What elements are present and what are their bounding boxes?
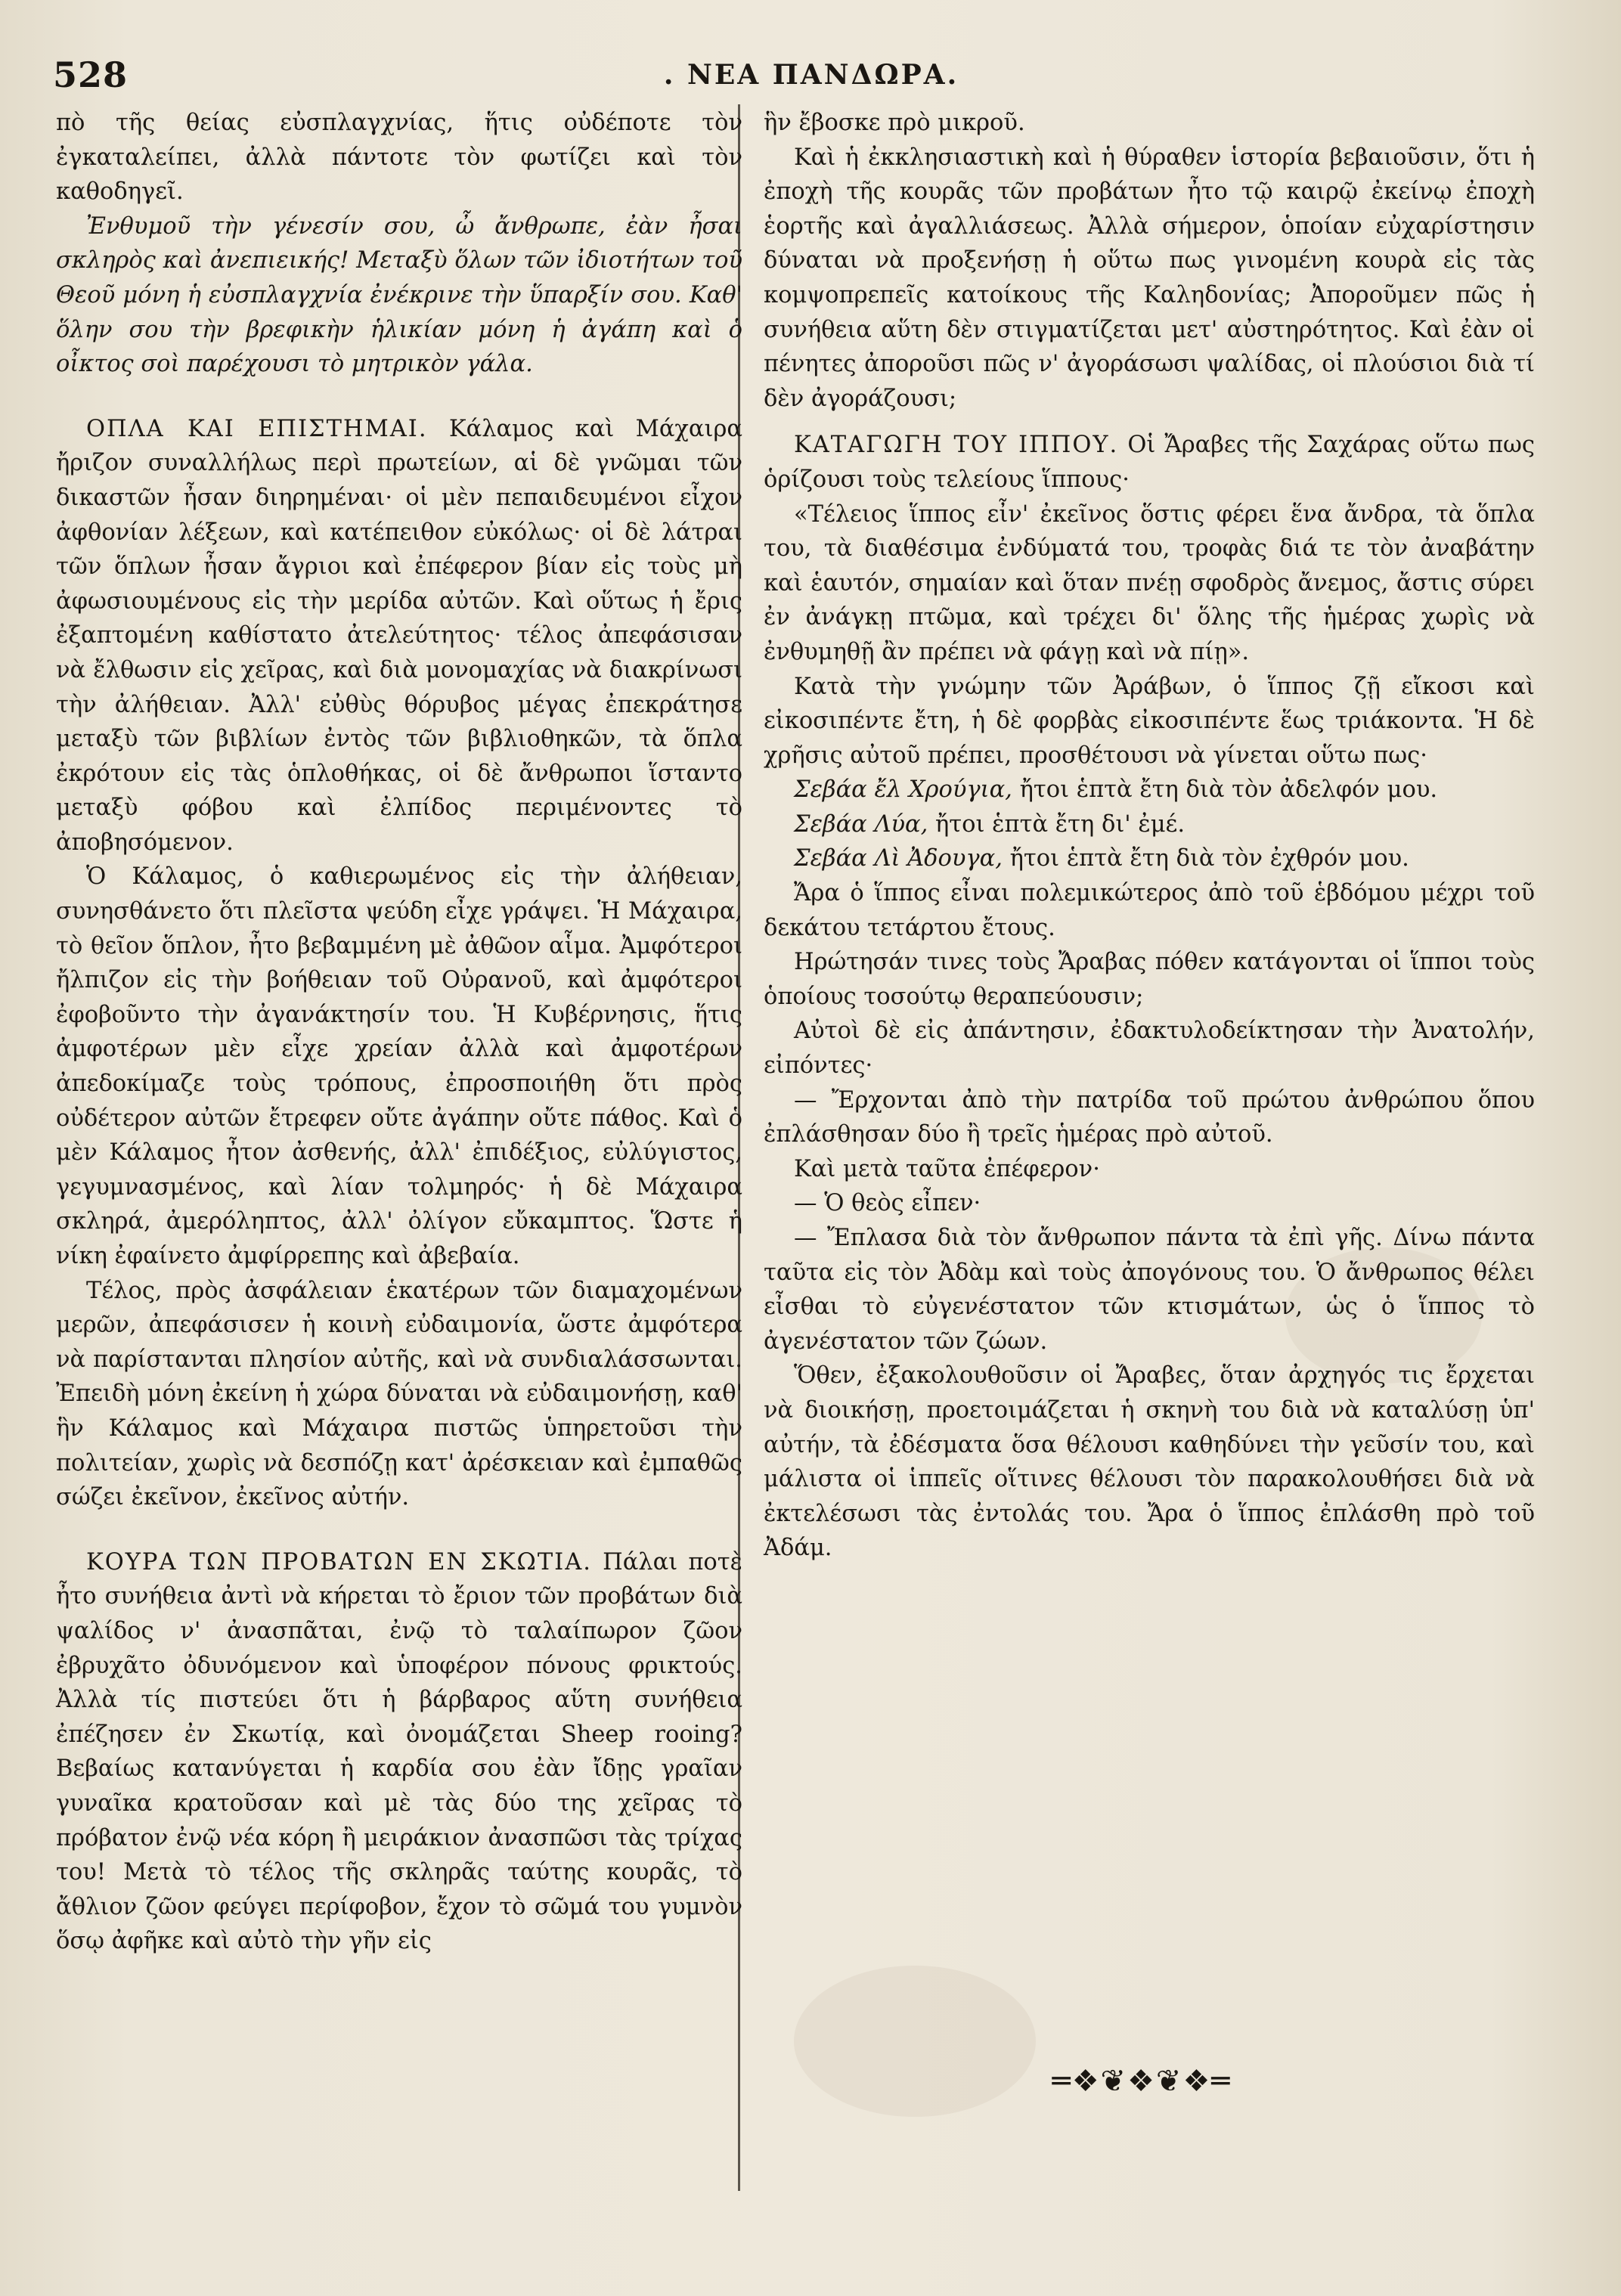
paragraph: Κάλαμος καὶ Μάχαιρα ἤριζον συναλλήλως περὶ πρωτείων, αἱ δὲ γνῶμαι τῶν δικαστῶν ἦσαν διηρημέναι· οἱ μὲν πεπαιδευμένοι εἶχον ἀφθονίαν λέξεων, καὶ κατέπειθον εὐκόλως· οἱ δὲ λάτραι τῶν ὅπλων ἦσαν ἄγριοι καὶ ἐπέφερον βίαν εἰς τοὺς μὴ ἀφωσιουμένους εἰς τὴν μερίδα αὐτῶν. Καὶ οὕτως ἡ ἔρις ἐξαπτομένη καθίστατο ἀτελεύτητος· τέλος ἀπεφάσισαν νὰ ἔλθωσιν εἰς χεῖρας, καὶ διὰ μονομαχίας νὰ διακρίνωσι τὴν ἀλήθειαν. Ἀλλ' εὐθὺς θόρυβος μέγας ἐπεκράτησε μεταξὺ τῶν βιβλίων ἐντὸς τῶν βιβλιοθηκῶν, τὰ ὅπλα ἐκρότουν εἰς τὰς ὁπλοθήκας, οἱ δὲ ἄνθρωποι ἵσταντο μεταξὺ φόβου καὶ ἐλπίδος περιμένοντες τὸ ἀποβησόμενον. — [56, 415, 742, 856]
arabic-phrase: Σεβάα Λύα, — [794, 810, 928, 838]
paragraph: Πάλαι ποτὲ ἦτο συνήθεια ἀντὶ νὰ κήρεται τὸ ἔριον τῶν προβάτων διὰ ψαλίδος ν' ἀνασπᾶται, ἐνῷ τὸ ταλαίπωρον ζῶον ἐβρυχᾶτο ὀδυνόμενον καὶ ὑποφέρον πόνους φρικτούς. Ἀλλὰ τίς πιστεύει ὅτι ἡ βάρβαρος αὕτη συνήθεια ἐπέζησεν ἐν Σκωτίᾳ, καὶ ὀνομάζεται Sheep rooing? Βεβαίως κατανύγεται ἡ καρδία σου ἐὰν ἴδῃς γραῖαν γυναῖκα κρατοῦσαν καὶ μὲ τὰς δύο της χεῖρας τὸ πρόβατον ἐνῷ νέα κόρη ἢ μειράκιον ἀνασπῶσι τὰς τρίχας του! Μετὰ τὸ τέλος τῆς σκληρᾶς ταύτης κουρᾶς, τὸ ἄθλιον ζῶον φεύγει περίφοβον, ἔχον τὸ σῶμά του γυμνὸν ὅσῳ ἀφῆκε καὶ αὐτὸ τὴν γῆν εἰς — [56, 1548, 742, 1955]
section-heading: ΚΟΥΡΑ ΤΩΝ ΠΡΟΒΑΤΩΝ ΕΝ ΣΚΩΤΙΑ. — [86, 1548, 592, 1576]
section-heading: ΚΑΤΑΓΩΓΗ ΤΟΥ ΙΠΠΟΥ. — [794, 432, 1119, 459]
paragraph: Καὶ ἡ ἐκκλησιαστικὴ καὶ ἡ θύραθεν ἱστορία βεβαιοῦσιν, ὅτι ἡ ἐποχὴ τῆς κουρᾶς τῶν προβάτων ἦτο τῷ καιρῷ ἐκείνῳ ἐποχὴ ἑορτῆς καὶ ἀγαλλιάσεως. Ἀλλὰ σήμερον, ὁποίαν εὐχαρίστησιν δύναται νὰ προξενήσῃ ἡ οὕτω πως γινομένη κουρὰ εἰς τὰς κομψοπρεπεῖς κατοίκους τῆς Καληδονίας; Ἀποροῦμεν πῶς ἡ συνήθεια αὕτη δὲν στιγματίζεται μετ' αὐστηρότητος. Καὶ ἐὰν οἱ πένητες ἀποροῦσι πῶς ν' ἀγοράσωσι ψαλίδας, οἱ πλούσιοι διὰ τί δὲν ἀγοράζουσι; — [764, 144, 1535, 412]
page-number: 528 — [53, 54, 129, 95]
paragraph: Καὶ μετὰ ταῦτα ἐπέφερον· — [794, 1155, 1100, 1182]
paragraph: ἣν ἔβοσκε πρὸ μικροῦ. — [764, 110, 1025, 136]
paragraph: Ἄρα ὁ ἵππος εἶναι πολεμικώτερος ἀπὸ τοῦ ἑβδόμου μέχρι τοῦ δεκάτου τετάρτου ἔτους. — [764, 880, 1535, 941]
paragraph: Κατὰ τὴν γνώμην τῶν Ἀράβων, ὁ ἵππος ζῇ εἴκοσι καὶ εἰκοσιπέντε ἔτη, ἡ δὲ φορβὰς εἰκοσιπέντε ἕως τριάκοντα. Ἡ δὲ χρῆσις αὐτοῦ πρέπει, προσθέτουσι νὰ γίνεται οὕτω πως· — [764, 673, 1535, 769]
paragraph: πὸ τῆς θείας εὐσπλαγχνίας, ἥτις οὐδέποτε τὸν ἐγκαταλείπει, ἀλλὰ πάντοτε τὸν φωτίζει καὶ τὸν καθοδηγεῖ. — [56, 110, 742, 206]
paragraph: Αὐτοὶ δὲ εἰς ἀπάντησιν, ἐδακτυλοδείκτησαν τὴν Ἀνατολήν, εἰπόντες· — [764, 1018, 1535, 1080]
left-column — [56, 106, 742, 1959]
spacer — [56, 382, 742, 412]
paragraph — [764, 807, 1535, 842]
paragraph: «Τέλειος ἵππος εἶν' ἐκεῖνος ὅστις φέρει ἕνα ἄνδρα, τὰ ὅπλα του, τὰ διαθέσιμα ἐνδύματά του, τροφὰς διά τε τὸν ἀναβάτην καὶ ἑαυτόν, σημαίαν καὶ ὅταν πνέῃ σφοδρὸς ἄνεμος, ἄστις σύρει ἐν ἀνάγκῃ πτῶμα, καὶ τρέχει δι' ὅλης τῆς ἡμέρας χωρὶς νὰ ἐνθυμηθῇ ἂν πρέπει νὰ φάγῃ καὶ νὰ πίῃ». — [764, 500, 1535, 665]
paragraph: Ὁ Κάλαμος, ὁ καθιερωμένος εἰς τὴν ἀλήθειαν, συνησθάνετο ὅτι πλεῖστα ψεύδη εἶχε γράψει. Ἡ Μάχαιρα, τὸ θεῖον ὅπλον, ἦτο βεβαμμένη μὲ ἀθῶον αἷμα. Ἀμφότεροι ἤλπιζον εἰς τὴν βοήθειαν τοῦ Οὐρανοῦ, καὶ ἀμφότεροι ἐφοβοῦντο τὴν ἀγανάκτησίν του. Ἡ Κυβέρνησις, ἥτις ἀμφοτέρων μὲν εἶχε χρείαν ἀλλὰ καὶ ἀμφοτέρων ἀπεδοκίμαζε τοὺς τρόπους, ἐπροσποιήθη ὅτι πρὸς οὐδέτερον αὐτῶν ἔτρεφεν οὔτε ἀγάπην οὔτε πάθος. Καὶ ὁ μὲν Κάλαμος ἦτον ἀσθενής, ἀλλ' ἐπιδέξιος, εὐλύγιστος, γεγυμνασμένος, καὶ λίαν τολμηρός· ἡ δὲ Μάχαιρα σκληρά, ἀμερόληπτος, ἀλλ' ὀλίγον εὔκαμπτος. Ὥστε ἡ νίκη ἐφαίνετο ἀμφίρρεπης καὶ ἀβεβαία. — [56, 863, 742, 1269]
phrase-translation: ἤτοι ἑπτὰ ἔτη δι' ἐμέ. — [935, 810, 1186, 838]
paragraph-italic: Ἐνθυμοῦ τὴν γένεσίν σου, ὦ ἄνθρωπε, ἐὰν ἦσαι σκληρὸς καὶ ἀνεπιεικής! Μεταξὺ ὅλων τῶν ἰδιοτήτων τοῦ Θεοῦ μόνη ἡ εὐσπλαγχνία ἐνέκρινε τὴν ὕπαρξίν σου. Καθ' ὅλην σου τὴν βρεφικὴν ἡλικίαν μόνη ἡ ἀγάπη καὶ ὁ οἶκτος σοὶ παρέχουσι τὸ μητρικὸν γάλα. — [56, 212, 742, 378]
paragraph: — Ἔπλασα διὰ τὸν ἄνθρωπον πάντα τὰ ἐπὶ γῆς. Δίνω πάντα ταῦτα εἰς τὸν Ἀδὰμ καὶ τοὺς ἀπογόνους του. Ὁ ἄνθρωπος θέλει εἶσθαι τὸ εὐγενέστατον τῶν κτισμάτων, ὡς ὁ ἵππος τὸ ἀγενέστατον τῶν ζώων. — [764, 1225, 1535, 1355]
paragraph — [764, 773, 1535, 807]
section-katagogi — [764, 428, 1535, 497]
paragraph — [764, 841, 1535, 876]
paragraph: Ηρώτησάν τινες τοὺς Ἄραβας πόθεν κατάγονται οἱ ἵπποι τοὺς ὁποίους τοσούτῳ θεραπεύουσιν; — [764, 949, 1535, 1010]
paragraph: Ὅθεν, ἐξακολουθοῦσιν οἱ Ἄραβες, ὅταν ἀρχηγός τις ἔρχεται νὰ διοικήσῃ, προετοιμάζεται ἡ σκηνὴ του διὰ νὰ καταλύσῃ ὑπ' αὐτήν, τὰ ἐδέσματα ὅσα θέλουσι καθηδύνει τὴν γεῦσίν του, καὶ μάλιστα οἱ ἱππεῖς οἵτινες θέλουσι τὸν παρακολουθήσει διὰ νὰ ἐκτελέσωσι τὰς ἐντολάς του. Ἄρα ὁ ἵππος ἐπλάσθη πρὸ τοῦ Ἀδάμ. — [764, 1362, 1535, 1562]
section-heading: ΟΠΛΑ ΚΑΙ ΕΠΙΣΤΗΜΑΙ. — [86, 415, 428, 442]
arabic-phrase: Σεβάα Λὶ Ἀδουγα, — [794, 845, 1003, 872]
arabic-phrase: Σεβάα ἔλ Χρούγια, — [794, 776, 1012, 804]
right-column — [764, 106, 1535, 1566]
phrase-translation: ἤτοι ἑπτὰ ἔτη διὰ τὸν ἀδελφόν μου. — [1019, 776, 1438, 804]
section-opla — [56, 412, 742, 860]
paragraph: Οἱ Ἄραβες τῆς Σαχάρας οὕτω πως ὁρίζουσι τοὺς τελείους ἵππους· — [764, 432, 1535, 493]
paragraph: — Ὁ θεὸς εἶπεν· — [794, 1190, 981, 1217]
spacer — [764, 416, 1535, 428]
journal-title: . ΝΕΑ ΠΑΝΔΩΡΑ. — [663, 59, 959, 91]
paragraph: Τέλος, πρὸς ἀσφάλειαν ἑκατέρων τῶν διαμαχομένων μερῶν, ἀπεφάσισεν ἡ κοινὴ εὐδαιμονία, ὥστε ἀμφότερα νὰ παρίστανται πλησίον αὐτῆς, καὶ νὰ συνδιαλάσσωνται. Ἐπειδὴ μόνη ἐκείνη ἡ χώρα δύναται νὰ εὐδαιμονήσῃ, καθ' ἣν Κάλαμος καὶ Μάχαιρα πιστῶς ὑπηρετοῦσι τὴν πολιτείαν, χωρὶς νὰ δεσπόζῃ κατ' ἀρέσκειαν καὶ ἐμπαθῶς σώζει ἐκεῖνον, ἐκεῖνος αὐτήν. — [56, 1277, 742, 1511]
spacer — [56, 1515, 742, 1545]
ornament-divider: ═❖❦❖❦❖═ — [1052, 2064, 1232, 2099]
paragraph: — Ἔρχονται ἀπὸ τὴν πατρίδα τοῦ πρώτου ἀνθρώπου ὅπου ἐπλάσθησαν δύο ἢ τρεῖς ἡμέρας πρὸ αὐτοῦ. — [764, 1086, 1535, 1148]
page-header — [47, 47, 1576, 100]
section-koura — [56, 1545, 742, 1959]
phrase-translation: ἤτοι ἑπτὰ ἔτη διὰ τὸν ἐχθρόν μου. — [1009, 845, 1409, 872]
